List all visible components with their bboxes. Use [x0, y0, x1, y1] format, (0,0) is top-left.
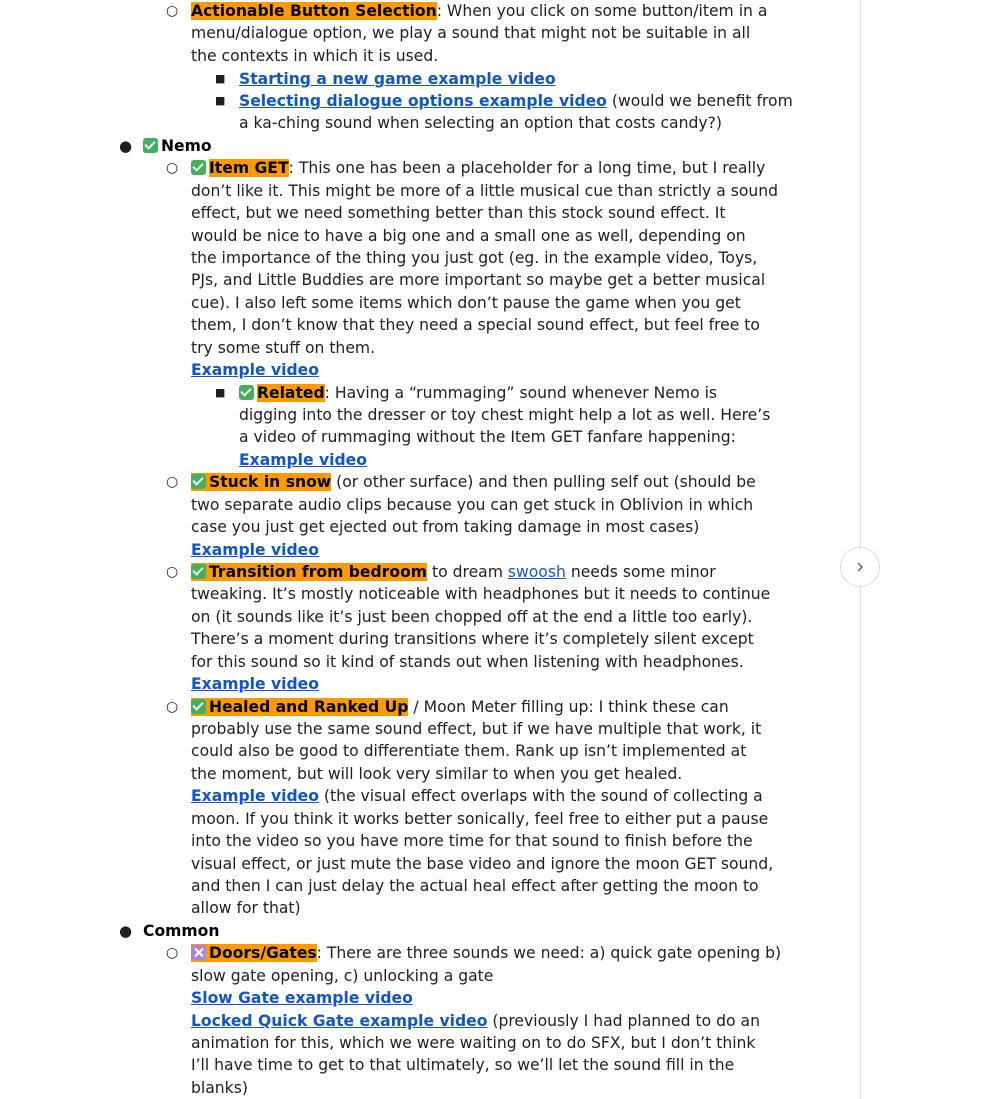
list-item-item-get: Item GET: This one has been a placeholder for a long time, but I really: [191, 157, 765, 179]
selecting-dialogue-video-link[interactable]: Selecting dialogue options example video: [239, 92, 607, 110]
paragraph-line: two separate audio clips because you can get stuck in Oblivion in which: [191, 496, 754, 514]
section-common: [143, 920, 219, 942]
item-get-example-video-link[interactable]: Example video: [191, 361, 319, 379]
transition-example-video-link[interactable]: Example video: [191, 675, 319, 693]
paragraph-line: moon. If you think it works better sonically, feel free to either put a pause: [191, 810, 769, 828]
list-item-link: Selecting dialogue options example video (would we benefit from: [239, 92, 793, 110]
link-line: [191, 539, 319, 561]
paragraph-line: cue). I also left some items which don’t pause the game when you get: [191, 294, 741, 312]
list-item-actionable: Actionable Button Selection: When you click on some button/item in a: [191, 2, 768, 20]
paragraph-line: a ka-ching sound when selecting an option that costs candy?): [239, 114, 722, 132]
paragraph-line: case you just get ejected out from taking damage in most cases): [191, 518, 700, 536]
paragraph-line: them, I don’t know that they need a special sound effect, but feel free to: [191, 316, 760, 334]
paragraph-line: the contexts in which it is used.: [191, 47, 439, 65]
locked-quick-gate-video-link[interactable]: Locked Quick Gate example video: [191, 1012, 488, 1030]
heading-related: Related: [257, 384, 325, 402]
swoosh-link[interactable]: swoosh: [507, 563, 566, 581]
link-line: Example video (the visual effect overlaps with the sound of collecting a: [191, 787, 763, 805]
list-item-stuck: Stuck in snow (or other surface) and then pulling self out (should be: [191, 471, 756, 493]
list-bullet-square: ■: [215, 386, 226, 399]
paragraph-line: the importance of the thing you just got (eg. in the example video, Toys,: [191, 249, 758, 267]
rummaging-example-video-link[interactable]: Example video: [239, 451, 367, 469]
list-item-healed: Healed and Ranked Up / Moon Meter filling up: I think these can: [191, 696, 729, 718]
paragraph-line: could also be good to differentiate them. Rank up isn’t implemented at: [191, 742, 747, 760]
section-title: Nemo: [161, 137, 212, 155]
check-mark-icon: [191, 160, 206, 175]
paragraph-line: into the video so you have more time for that sound to finish before the: [191, 832, 753, 850]
check-mark-icon: [191, 474, 206, 489]
paragraph-line: PJs, and Little Buddies are more important so maybe get a better musical: [191, 271, 766, 289]
list-bullet-circle: ○: [166, 699, 179, 715]
chevron-right-icon: [854, 561, 866, 573]
check-mark-icon: [143, 138, 158, 153]
paragraph-line: animation for this, which we were waiting on to do SFX, but I don’t think: [191, 1034, 756, 1052]
heading-item-get: Item GET: [209, 159, 289, 177]
list-item-link: [239, 68, 556, 90]
paragraph-line: and then I can just delay the actual heal effect after getting the moon to: [191, 877, 759, 895]
list-item-transition: Transition from bedroom to dream swoosh needs some minor: [191, 561, 716, 583]
paragraph-line: on (it sounds like it’s just been chopped off at the end a little too early).: [191, 608, 753, 626]
slow-gate-video-link[interactable]: Slow Gate example video: [191, 989, 413, 1007]
list-item-related: Related: Having a “rummaging” sound whenever Nemo is: [239, 382, 717, 404]
healed-example-video-link[interactable]: Example video: [191, 787, 319, 805]
paragraph-line: digging into the dresser or toy chest might help a lot as well. Here’s: [239, 406, 771, 424]
paragraph-line: a video of rummaging without the Item GET fanfare happening:: [239, 428, 736, 446]
list-bullet-circle: ○: [166, 160, 179, 176]
paragraph-line: the moment, but will look very similar to when you get healed.: [191, 765, 683, 783]
paragraph-line: blanks): [191, 1079, 248, 1097]
paragraph-line: tweaking. It’s mostly noticeable with headphones but it needs to continue: [191, 585, 771, 603]
check-mark-icon: [191, 699, 206, 714]
check-mark-icon: [239, 385, 254, 400]
heading-actionable: Actionable Button Selection: [191, 2, 437, 20]
link-line: [239, 449, 367, 471]
section-nemo: [143, 135, 212, 157]
check-mark-icon: [191, 564, 206, 579]
paragraph-line: visual effect, or just mute the base video and ignore the moon GET sound,: [191, 855, 774, 873]
list-bullet-circle: ○: [166, 3, 179, 19]
paragraph-line: probably use the same sound effect, but if we have multiple that work, it: [191, 720, 762, 738]
list-bullet-disc: ●: [119, 137, 133, 155]
heading-transition: Transition from bedroom: [191, 563, 427, 581]
section-title: Common: [143, 922, 220, 940]
paragraph-line: don’t like it. This might be more of a little musical cue than strictly a sound: [191, 182, 779, 200]
paragraph-line: effect, but we need something better than this stock sound effect. It: [191, 204, 726, 222]
paragraph-line: would be nice to have a big one and a small one as well, depending on: [191, 227, 746, 245]
paragraph-line: for this sound so it kind of stands out when listening with headphones.: [191, 653, 744, 671]
paragraph-line: I’ll have time to get to that ultimately, so we’ll let the sound fill in the: [191, 1056, 735, 1074]
paragraph-line: There’s a moment during transitions where it’s completely silent except: [191, 630, 754, 648]
link-line: [191, 359, 319, 381]
heading-healed: Healed and Ranked Up: [191, 698, 408, 716]
list-item-doors: Doors/Gates: There are three sounds we need: a) quick gate opening b): [191, 942, 781, 964]
stuck-example-video-link[interactable]: Example video: [191, 541, 319, 559]
cross-mark-icon: [191, 945, 206, 960]
link-line: [191, 987, 413, 1009]
link-line: Locked Quick Gate example video (previously I had planned to do an: [191, 1012, 760, 1030]
link-line: [191, 673, 319, 695]
paragraph-line: menu/dialogue option, we play a sound that might not be suitable in all: [191, 24, 751, 42]
list-bullet-circle: ○: [166, 474, 179, 490]
heading-stuck-in-snow: Stuck in snow: [191, 473, 331, 491]
list-bullet-circle: ○: [166, 564, 179, 580]
list-bullet-circle: ○: [166, 945, 179, 961]
list-bullet-disc: ●: [119, 922, 133, 940]
heading-doors: Doors/Gates: [191, 944, 317, 962]
paragraph-line: slow gate opening, c) unlocking a gate: [191, 967, 494, 985]
starting-new-game-video-link[interactable]: Starting a new game example video: [239, 70, 556, 88]
list-bullet-square: ■: [215, 72, 226, 85]
list-bullet-square: ■: [215, 94, 226, 107]
paragraph-line: allow for that): [191, 899, 301, 917]
paragraph-line: try some stuff on them.: [191, 339, 376, 357]
expand-side-panel-button[interactable]: [840, 547, 880, 587]
